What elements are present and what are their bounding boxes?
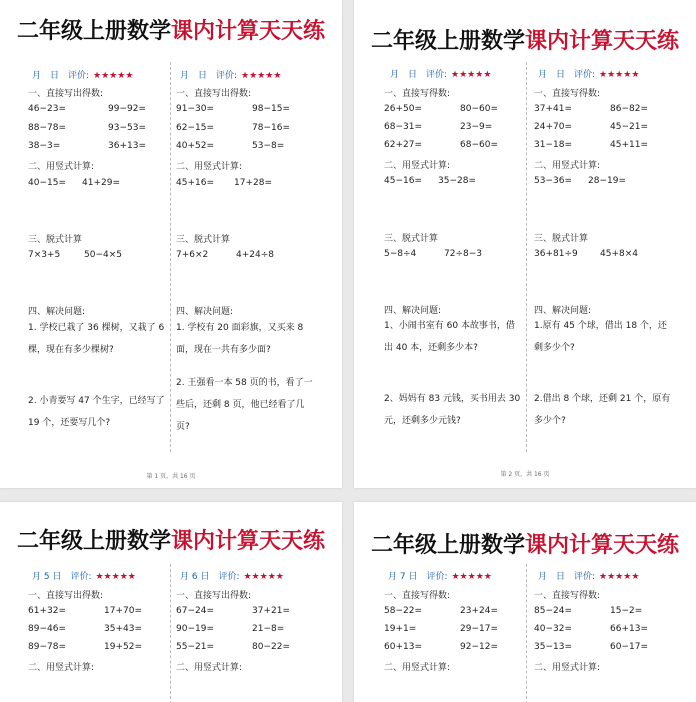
day-header: 月 6 日 评价: ★★★★★ xyxy=(180,572,284,582)
problem: 36+13= xyxy=(108,141,146,151)
problem: 37+41= xyxy=(534,104,572,114)
problem: 19+1= xyxy=(384,624,417,634)
problem: 40+52= xyxy=(176,141,214,151)
problem: 60+13= xyxy=(384,642,422,652)
problem: 29−17= xyxy=(460,624,498,634)
problem: 45−21= xyxy=(610,122,648,132)
day-column-right xyxy=(176,0,316,488)
section-heading: 四、解决问题: xyxy=(28,307,86,317)
problem: 41+29= xyxy=(82,178,120,188)
problem: 66+13= xyxy=(610,624,648,634)
column-divider xyxy=(170,62,171,452)
problem: 98−15= xyxy=(252,104,290,114)
day-column-left xyxy=(384,0,524,488)
worksheet-page-4 xyxy=(354,502,696,702)
problem: 68−60= xyxy=(460,140,498,150)
problem: 45−16= xyxy=(384,176,422,186)
problem: 99−92= xyxy=(108,104,146,114)
word-problem: 2、妈妈有 83 元钱，买书用去 30 元，还剩多少元钱? xyxy=(384,394,521,426)
rating-stars: ★★★★★ xyxy=(241,71,282,81)
problem: 91−30= xyxy=(176,104,214,114)
problem: 53−8= xyxy=(252,141,285,151)
problem: 61+32= xyxy=(28,606,66,616)
problem: 31−18= xyxy=(534,140,572,150)
problem: 85−24= xyxy=(534,606,572,616)
problem: 35+43= xyxy=(104,624,142,634)
section-heading: 一、直接写出得数: xyxy=(176,591,252,601)
rating-stars: ★★★★★ xyxy=(451,572,492,582)
column-divider xyxy=(526,564,527,702)
problem: 50−4×5 xyxy=(84,250,122,260)
day-column-right xyxy=(176,502,316,702)
word-problem: 1.原有 45 个球，借出 18 个，还剩多少个? xyxy=(534,321,667,353)
problem: 37+21= xyxy=(252,606,290,616)
day-header: 月 日 评价: ★★★★★ xyxy=(390,70,492,80)
section-heading: 四、解决问题: xyxy=(176,307,234,317)
section-heading: 一、直接写得数: xyxy=(384,89,451,99)
problem: 68−31= xyxy=(384,122,422,132)
problem: 89−46= xyxy=(28,624,66,634)
section-heading: 二、用竖式计算: xyxy=(384,161,451,171)
problem: 86−82= xyxy=(610,104,648,114)
problem: 7×3+5 xyxy=(28,250,61,260)
day-header: 月 日 评价: ★★★★★ xyxy=(538,572,640,582)
problem: 15−2= xyxy=(610,606,643,616)
day-header: 月 7 日 评价: ★★★★★ xyxy=(388,572,492,582)
problem: 23+24= xyxy=(460,606,498,616)
section-heading: 三、脱式计算 xyxy=(28,235,83,245)
problem: 7+6×2 xyxy=(176,250,209,260)
day-column-left xyxy=(384,502,524,702)
section-heading: 二、用竖式计算: xyxy=(534,161,601,171)
section-heading: 四、解决问题: xyxy=(384,306,442,316)
problem: 35−28= xyxy=(438,176,476,186)
day-header: 月 日 评价: ★★★★★ xyxy=(32,71,134,81)
problem: 89−78= xyxy=(28,642,66,652)
rating-stars: ★★★★★ xyxy=(95,572,136,582)
problem: 26+50= xyxy=(384,104,422,114)
section-heading: 一、直接写出得数: xyxy=(28,89,104,99)
day-header: 月 5 日 评价: ★★★★★ xyxy=(32,572,136,582)
problem: 17+70= xyxy=(104,606,142,616)
problem: 19+52= xyxy=(104,642,142,652)
day-column-right xyxy=(534,0,674,488)
problem: 36+81÷9 xyxy=(534,249,578,259)
column-divider xyxy=(170,564,171,702)
column-divider xyxy=(526,62,527,452)
word-problem: 2. 小青要写 47 个生字，已经写了 19 个，还要写几个? xyxy=(28,396,165,428)
problem: 28−19= xyxy=(588,176,626,186)
word-problem: 1、小闹书室有 60 本故事书，借出 40 本，还剩多少本? xyxy=(384,321,515,353)
problem: 46−23= xyxy=(28,104,66,114)
problem: 5−8÷4 xyxy=(384,249,417,259)
problem: 72÷8−3 xyxy=(444,249,482,259)
problem: 38−3= xyxy=(28,141,61,151)
worksheet-page-2 xyxy=(354,0,696,488)
section-heading: 一、直接写得数: xyxy=(534,591,601,601)
problem: 24+70= xyxy=(534,122,572,132)
problem: 58−22= xyxy=(384,606,422,616)
section-heading: 四、解决问题: xyxy=(534,306,592,316)
rating-stars: ★★★★★ xyxy=(599,70,640,80)
problem: 40−32= xyxy=(534,624,572,634)
page-title: 二年级上册数学课内计算天天练 xyxy=(370,532,680,558)
rating-stars: ★★★★★ xyxy=(599,572,640,582)
section-heading: 三、脱式计算 xyxy=(384,234,439,244)
page-number: 第 1 页，共 16 页 xyxy=(146,473,196,480)
rating-stars: ★★★★★ xyxy=(93,71,134,81)
day-column-left xyxy=(28,502,168,702)
problem: 80−22= xyxy=(252,642,290,652)
rating-stars: ★★★★★ xyxy=(243,572,284,582)
problem: 4+24÷8 xyxy=(236,250,274,260)
day-column-left xyxy=(28,0,168,488)
section-heading: 一、直接写出得数: xyxy=(176,89,252,99)
problem: 67−24= xyxy=(176,606,214,616)
page-title: 二年级上册数学课内计算天天练 xyxy=(16,528,326,554)
problem: 45+16= xyxy=(176,178,214,188)
problem: 40−15= xyxy=(28,178,66,188)
problem: 93−53= xyxy=(108,123,146,133)
problem: 62−15= xyxy=(176,123,214,133)
section-heading: 二、用竖式计算: xyxy=(384,663,451,673)
problem: 45+8×4 xyxy=(600,249,638,259)
section-heading: 二、用竖式计算: xyxy=(534,663,601,673)
rating-stars: ★★★★★ xyxy=(451,70,492,80)
section-heading: 一、直接写得数: xyxy=(534,89,601,99)
section-heading: 一、直接写出得数: xyxy=(28,591,104,601)
section-heading: 二、用竖式计算: xyxy=(176,663,243,673)
word-problem: 1. 学校已栽了 36 棵树，又栽了 6 棵，现在有多少棵树? xyxy=(28,323,165,355)
page-title: 二年级上册数学课内计算天天练 xyxy=(370,28,680,54)
problem: 90−19= xyxy=(176,624,214,634)
problem: 62+27= xyxy=(384,140,422,150)
problem: 17+28= xyxy=(234,178,272,188)
section-heading: 二、用竖式计算: xyxy=(176,162,243,172)
page-title: 二年级上册数学课内计算天天练 xyxy=(16,18,326,44)
worksheet-page-1 xyxy=(0,0,342,488)
section-heading: 三、脱式计算 xyxy=(534,234,589,244)
word-problem: 2. 王强看一本 58 页的书，看了一些后，还剩 8 页，他已经看了几页? xyxy=(176,378,313,432)
problem: 45+11= xyxy=(610,140,648,150)
problem: 55−21= xyxy=(176,642,214,652)
section-heading: 三、脱式计算 xyxy=(176,235,231,245)
problem: 78−16= xyxy=(252,123,290,133)
day-header: 月 日 评价: ★★★★★ xyxy=(538,70,640,80)
section-heading: 二、用竖式计算: xyxy=(28,162,95,172)
section-heading: 二、用竖式计算: xyxy=(28,663,95,673)
problem: 21−8= xyxy=(252,624,285,634)
page-number: 第 2 页，共 16 页 xyxy=(500,471,550,478)
problem: 60−17= xyxy=(610,642,648,652)
problem: 35−13= xyxy=(534,642,572,652)
worksheet-page-3 xyxy=(0,502,342,702)
day-header: 月 日 评价: ★★★★★ xyxy=(180,71,282,81)
problem: 92−12= xyxy=(460,642,498,652)
problem: 23−9= xyxy=(460,122,493,132)
word-problem: 1. 学校有 20 面彩旗，又买来 8 面，现在一共有多少面? xyxy=(176,323,304,355)
day-column-right xyxy=(534,502,674,702)
section-heading: 一、直接写得数: xyxy=(384,591,451,601)
word-problem: 2.借出 8 个球，还剩 21 个，原有多少个? xyxy=(534,394,671,426)
problem: 53−36= xyxy=(534,176,572,186)
problem: 80−60= xyxy=(460,104,498,114)
problem: 88−78= xyxy=(28,123,66,133)
